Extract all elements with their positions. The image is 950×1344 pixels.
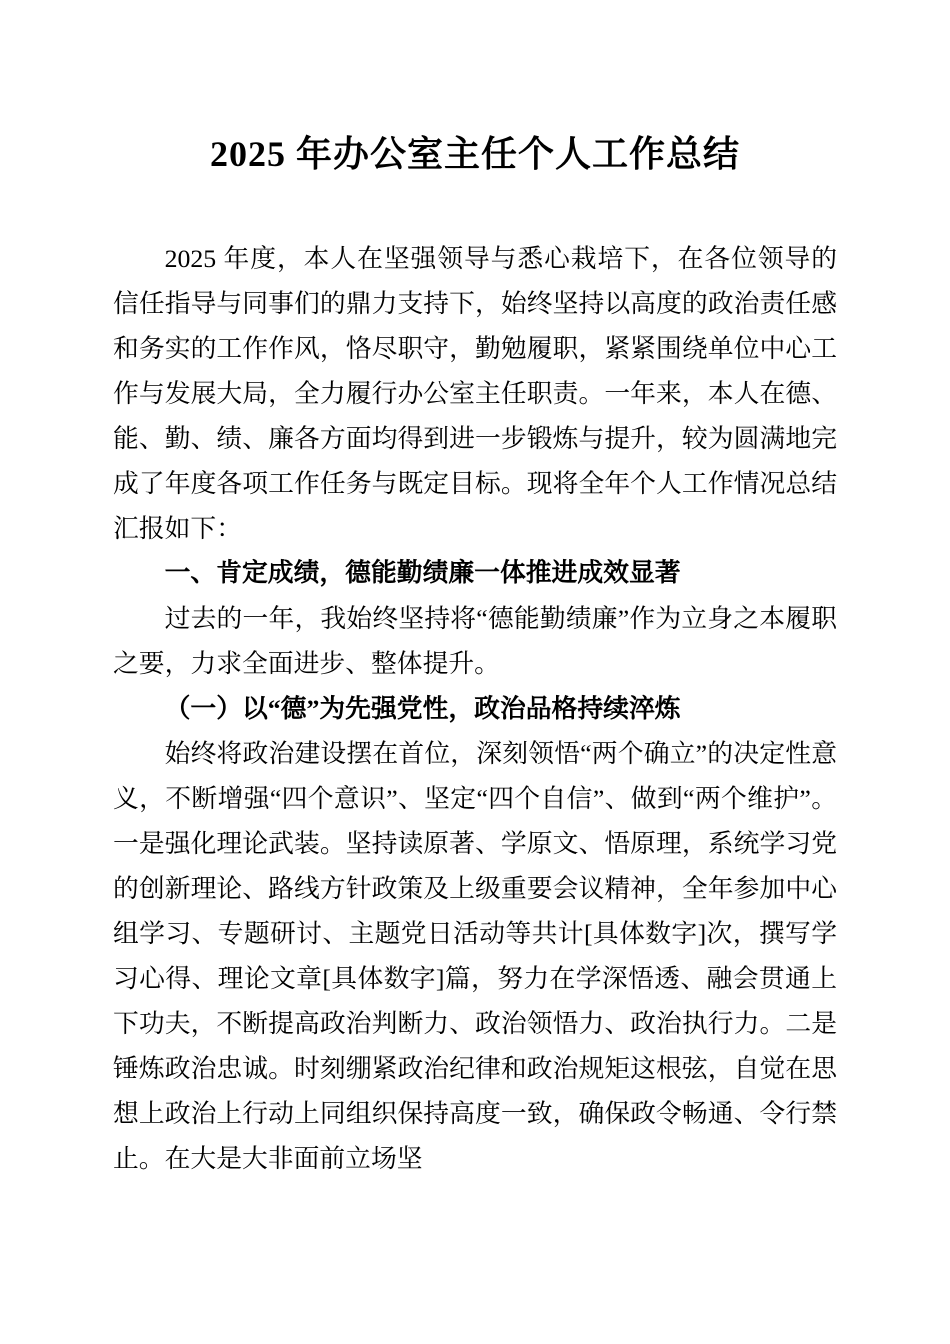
paragraph: 2025 年度，本人在坚强领导与悉心栽培下，在各位领导的信任指导与同事们的鼎力支持下，始终坚持以高度的政治责任感和务实的工作作风，恪尽职守，勤勉履职，紧紧围绕单位中心工作与发展大局，全力履行办公室主任职责。一年来，本人在德、能、勤、绩、廉各方面均得到进一步锻炼与提升，较为圆满地完成了年度各项工作任务与既定目标。现将全年个人工作情况总结汇报如下： [113,244,837,543]
subsection-heading: （一）以“德”为先强党性，政治品格持续淬炼 [164,694,681,723]
paragraph: 过去的一年，我始终坚持将“德能勤绩廉”作为立身之本履职之要，力求全面进步、整体提升。 [113,604,837,678]
document-body [113,236,837,1181]
section-heading: 一、肯定成绩，德能勤绩廉一体推进成效显著 [164,559,681,587]
paragraph: 始终将政治建设摆在首位，深刻领悟“两个确立”的决定性意义，不断增强“四个意识”、坚定“四个自信”、做到“两个维护”。一是强化理论武装。坚持读原著、学原文、悟原理，系统学习党的创新理论、路线方针政策及上级重要会议精神，全年参加中心组学习、专题研讨、主题党日活动等共计[具体数字]次，撰写学习心得、理论文章[具体数字]篇，努力在学深悟透、融会贯通上下功夫，不断提高政治判断力、政治领悟力、政治执行力。二是锤炼政治忠诚。时刻绷紧政治纪律和政治规矩这根弦，自觉在思想上政治上行动上同组织保持高度一致，确保政令畅通、令行禁止。在大是大非面前立场坚 [113,739,837,1173]
document-title: 2025 年办公室主任个人工作总结 [209,134,740,174]
